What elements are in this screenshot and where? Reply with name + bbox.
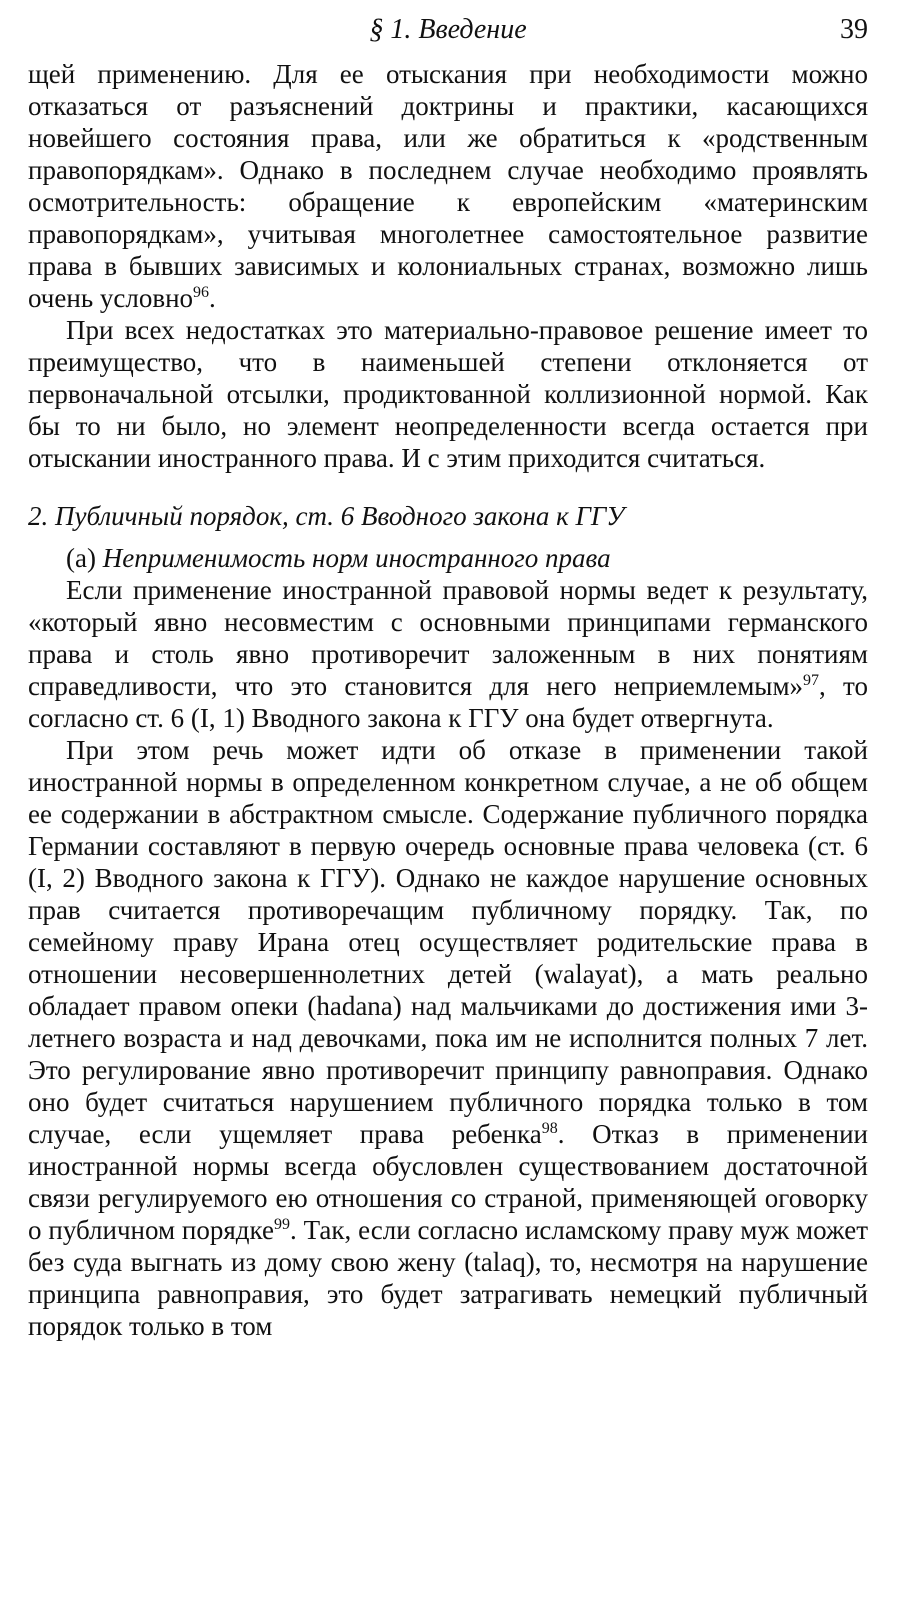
paragraph-refusal [28,734,868,1342]
subsection-heading [28,542,868,574]
subsection-marker: (а) [66,543,96,573]
paragraph-tail: . [209,283,216,313]
running-header [28,14,868,58]
paragraph-continuation [28,58,868,314]
book-page [28,14,868,1342]
footnote-ref-98: 98 [541,1120,558,1137]
paragraph-disadvantages [28,314,868,474]
paragraph-text: При этом речь может идти об отказе в применении такой иностранной нормы в определенном конкретном случае, а не об общем ее содержании в абстрактном смысле. Содержание публичного порядка Германии составляют в первую очередь основные права человека (ст. 6 (I, 2) Вводного закона к ГГУ). Однако не каждое нарушение основных прав считается противоречащим публичному порядку. Так, по семейному праву Ирана отец осуществляет родительские права в отношении несовершеннолетних детей (walayat), а мать реально обладает правом опеки (hadana) над мальчиками до достижения ими 3-летнего возраста и над девочками, пока им не исполнится полных 7 лет. Это регулирование явно противоречит принципу равноправия. Однако оно будет считаться нарушением публичного порядка только в том случае, если ущемляет права ребенка [28,735,868,1149]
footnote-ref-97: 97 [803,672,820,689]
paragraph-text: щей применению. Для ее отыскания при необходимости можно отказаться от разъяснений доктрины и практики, касающихся новейшего состояния права, или же обратиться к «родственным правопорядкам». Однако в последнем случае необходимо проявлять осмотрительность: обращение к европейским «материнским правопорядкам», учитывая многолетнее самостоятельное развитие права в бывших зависимых и колониальных странах, возможно лишь очень условно [28,59,868,313]
paragraph-public-order [28,574,868,734]
paragraph-text: . Так, если согласно исламскому праву муж может без суда выгнать из дому свою жену (talaq), то, несмотря на нарушение принципа равноправия, это будет затрагивать немецкий публичный порядок только в том [28,1215,868,1341]
page-body [28,58,868,1342]
paragraph-text: . Отказ в применении иностранной нормы всегда обусловлен существованием достаточной связи регулируемого ею отношения со страной, применяющей оговорку о публичном порядке [28,1119,869,1245]
paragraph-text: При всех недостатках это материально-правовое решение имеет то преимущество, что в наименьшей степени отклоняется от первоначальной отсылки, продиктованной коллизионной нормой. Как бы то ни было, но элемент неопределенности всегда остается при отыскании иностранного права. И с этим приходится считаться. [28,315,868,473]
footnote-ref-96: 96 [193,284,210,301]
paragraph-text: Если применение иностранной правовой нормы ведет к результату, «который явно несовместим с основными принципами германского права и столь явно противоречит заложенным в них понятиям справедливости, что это становится для него неприемлемым» [28,575,868,701]
subsection-title: Неприменимость норм иностранного права [102,543,611,573]
footnote-ref-99: 99 [273,1216,290,1233]
chapter-title: § 1. Введение [369,14,527,45]
section-heading: 2. Публичный порядок, ст. 6 Вводного закона к ГГУ [28,501,625,531]
paragraph-tail: , то согласно ст. 6 (I, 1) Вводного закона к ГГУ она будет отвергнута. [28,671,868,733]
page-number: 39 [840,14,868,45]
